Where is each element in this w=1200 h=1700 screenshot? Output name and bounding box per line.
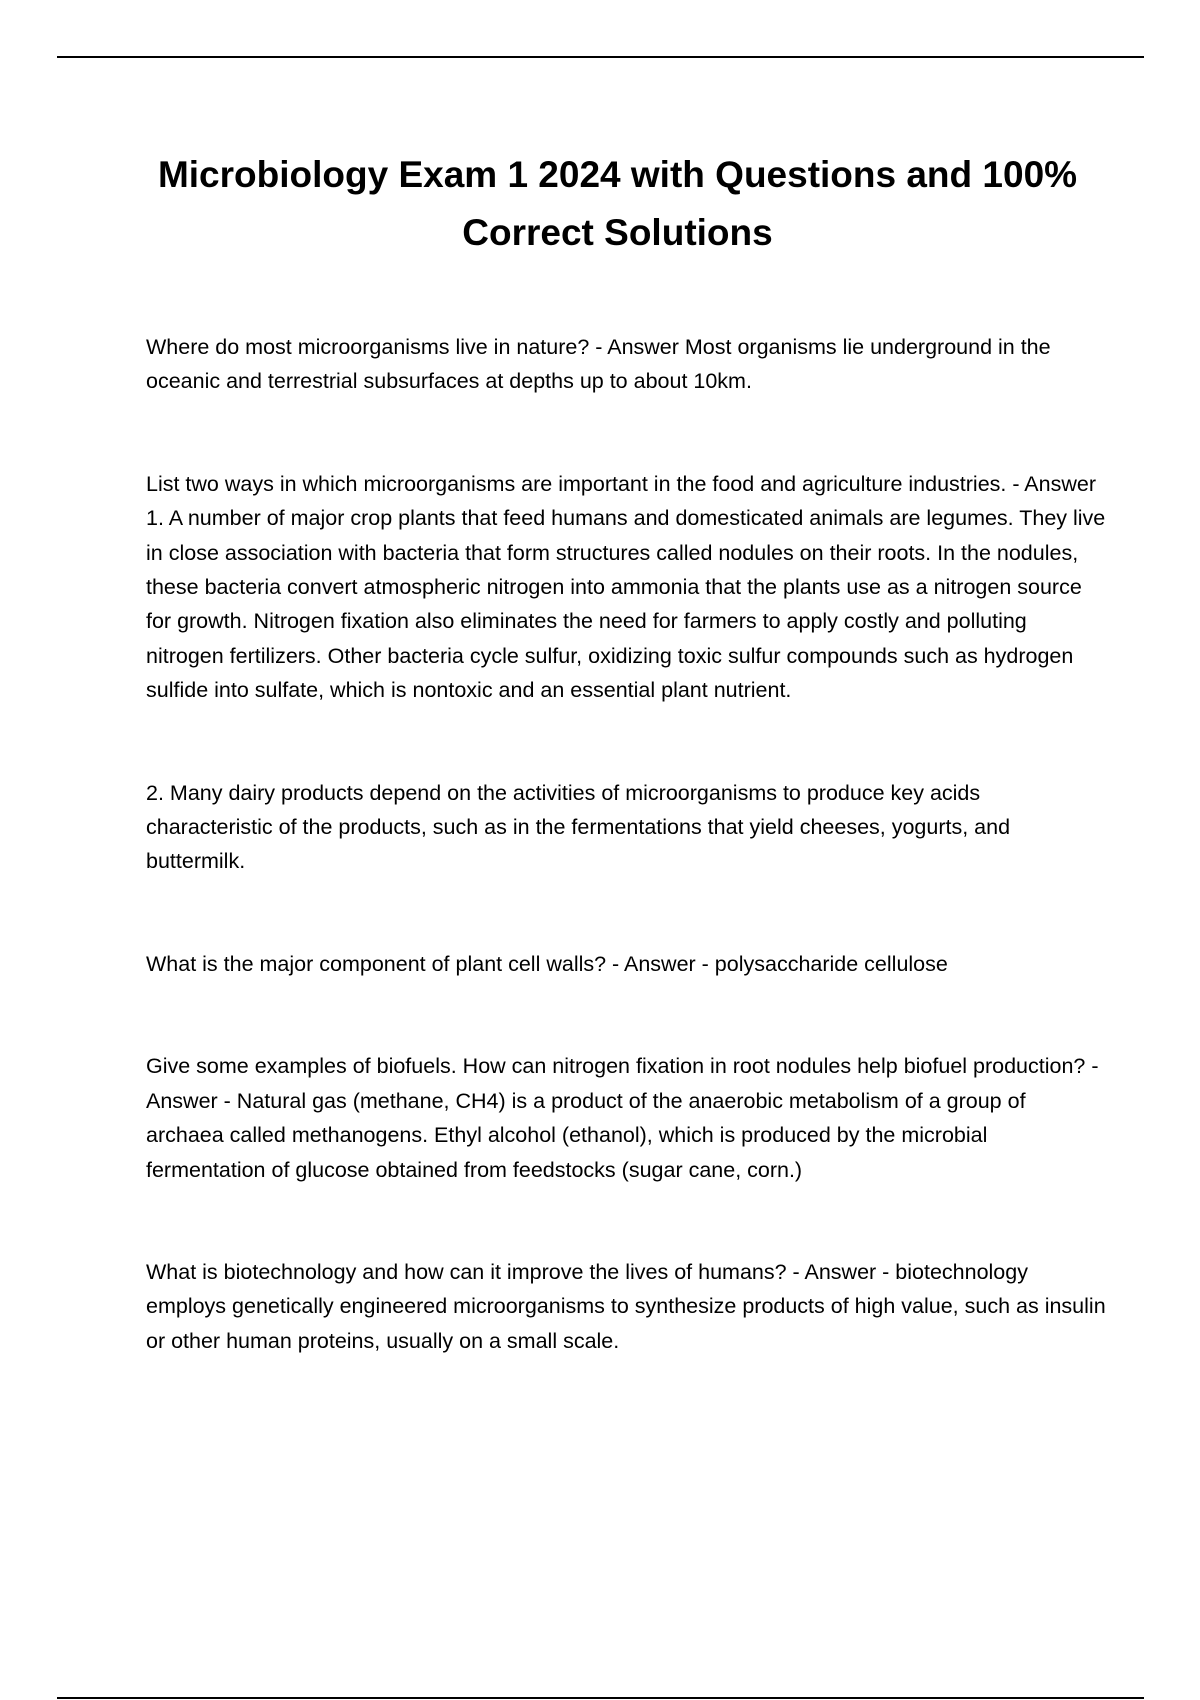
top-rule — [57, 56, 1144, 58]
qa-paragraph-3: 2. Many dairy products depend on the activities of microorganisms to produce key acids characteristic of the products, such as in the fermentations that yield cheeses, yogurts, and buttermilk. — [146, 780, 1011, 874]
qa-paragraph-4: What is the major component of plant cell walls? - Answer - polysaccharide cellulose — [146, 951, 948, 976]
qa-paragraph-6: What is biotechnology and how can it improve the lives of humans? - Answer - biotechnology employs genetically engineered microorganisms to synthesize products of high value, such as insulin or other human proteins, usually on a small scale. — [146, 1259, 1106, 1353]
document-title: Microbiology Exam 1 2024 with Questions and 100% Correct Solutions — [157, 154, 1078, 253]
qa-paragraph-5: Give some examples of biofuels. How can nitrogen fixation in root nodules help biofuel production? - Answer - Natural gas (methane, CH4) is a product of the anaerobic metabolism of a group of archaea called methanogens. Ethyl alcohol (ethanol), which is produced by the microbial fermentation of glucose obtained from feedstocks (sugar cane, corn.) — [146, 1054, 1099, 1182]
qa-paragraph-1: Where do most microorganisms live in nature? - Answer Most organisms lie underground in the oceanic and terrestrial subsurfaces at depths up to about 10km. — [146, 335, 1051, 394]
bottom-rule — [57, 1697, 1144, 1699]
document-body — [146, 330, 1106, 1426]
qa-paragraph-2: List two ways in which microorganisms are important in the food and agriculture industries. - Answer 1. A number of major crop plants that feed humans and domesticated animals are legumes. They live in close association with bacteria that form structures called nodules on their roots. In the nodules, these bacteria convert atmospheric nitrogen into ammonia that the plants use as a nitrogen source for growth. Nitrogen fixation also eliminates the need for farmers to apply costly and polluting nitrogen fertilizers. Other bacteria cycle sulfur, oxidizing toxic sulfur compounds such as hydrogen sulfide into sulfate, which is nontoxic and an essential plant nutrient. — [146, 471, 1106, 703]
